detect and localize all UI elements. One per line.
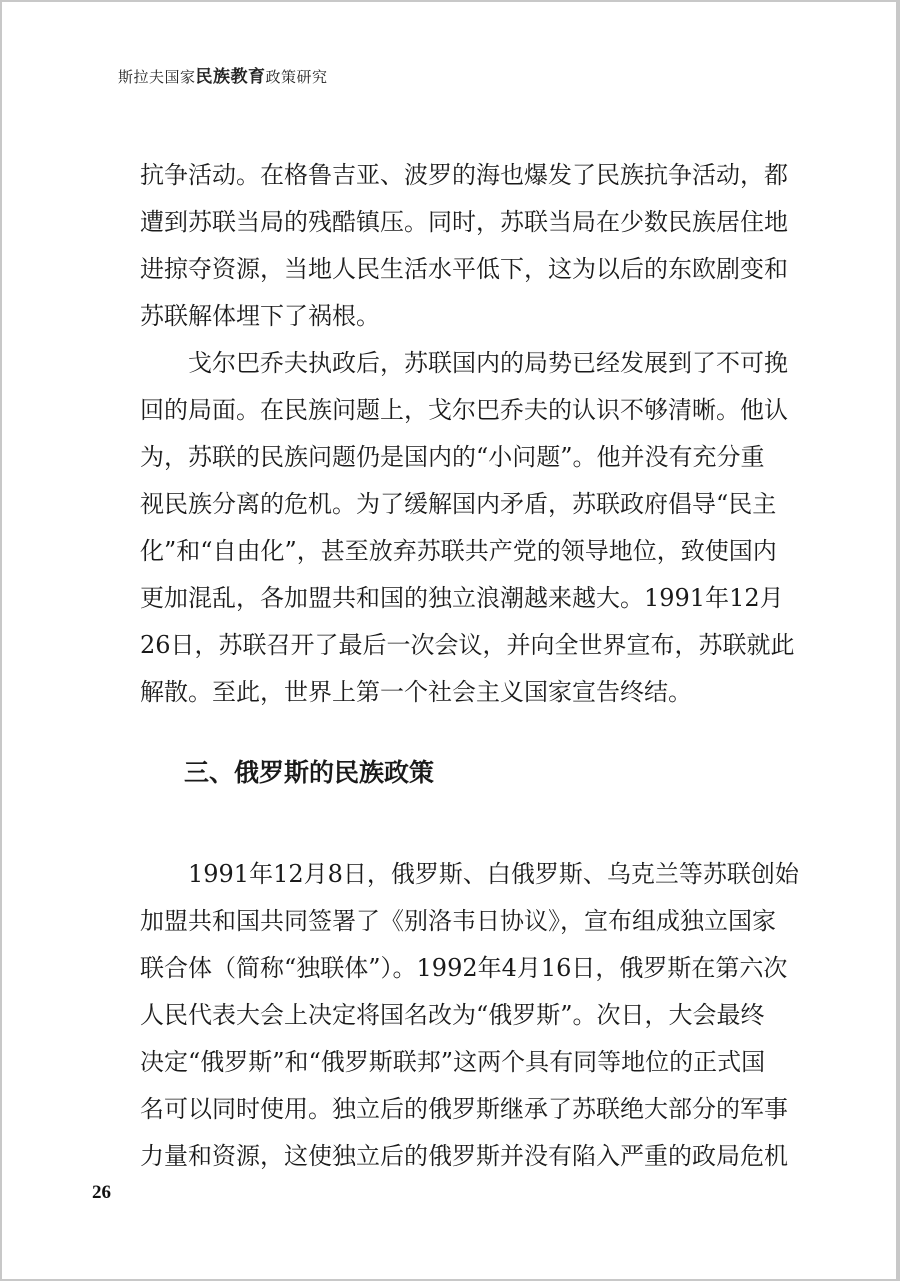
paragraph-line: 名可以同时使用。独立后的俄罗斯继承了苏联绝大部分的军事 — [140, 1095, 788, 1123]
paragraph-line: 26日，苏联召开了最后一次会议，并向全世界宣布，苏联就此 — [140, 631, 795, 659]
paragraph-line: 为，苏联的民族问题仍是国内的“小问题”。他并没有充分重 — [140, 443, 765, 471]
book-page — [2, 2, 896, 1279]
paragraph-line: 决定“俄罗斯”和“俄罗斯联邦”这两个具有同等地位的正式国 — [140, 1048, 766, 1076]
paragraph-line: 抗争活动。在格鲁吉亚、波罗的海也爆发了民族抗争活动，都 — [140, 161, 788, 189]
paragraph-line: 力量和资源，这使独立后的俄罗斯并没有陷入严重的政局危机 — [140, 1142, 788, 1170]
paragraph-line: 回的局面。在民族问题上，戈尔巴乔夫的认识不够清晰。他认 — [140, 396, 788, 424]
paragraph-line: 苏联解体埋下了祸根。 — [140, 302, 380, 330]
paragraph-line: 遭到苏联当局的残酷镇压。同时，苏联当局在少数民族居住地 — [140, 208, 788, 236]
section-heading: 三、俄罗斯的民族政策 — [184, 758, 435, 787]
paragraph-line: 进掠夺资源，当地人民生活水平低下，这为以后的东欧剧变和 — [140, 255, 788, 283]
paragraph-line: 视民族分离的危机。为了缓解国内矛盾，苏联政府倡导“民主 — [140, 490, 777, 518]
paragraph-line: 戈尔巴乔夫执政后，苏联国内的局势已经发展到了不可挽 — [188, 349, 788, 377]
page-number: 26 — [92, 1182, 111, 1203]
running-head-bold: 民族教育 — [195, 67, 266, 87]
running-head — [118, 62, 328, 87]
paragraph-line: 联合体（简称“独联体”）。1992年4月16日，俄罗斯在第六次 — [140, 954, 788, 982]
paragraph-line: 解散。至此，世界上第一个社会主义国家宣告终结。 — [140, 678, 692, 706]
paragraph-line: 化”和“自由化”，甚至放弃苏联共产党的领导地位，致使国内 — [140, 537, 777, 565]
paragraph-line: 人民代表大会上决定将国名改为“俄罗斯”。次日，大会最终 — [140, 1001, 765, 1029]
paragraph-line: 加盟共和国共同签署了《别洛韦日协议》，宣布组成独立国家 — [140, 907, 776, 935]
running-head-prefix: 斯拉夫国家 — [118, 68, 196, 86]
running-head-suffix: 政策研究 — [265, 68, 328, 86]
paragraph-line: 更加混乱，各加盟共和国的独立浪潮越来越大。1991年12月 — [140, 584, 784, 612]
paragraph-line: 1991年12月8日，俄罗斯、白俄罗斯、乌克兰等苏联创始 — [188, 860, 799, 888]
